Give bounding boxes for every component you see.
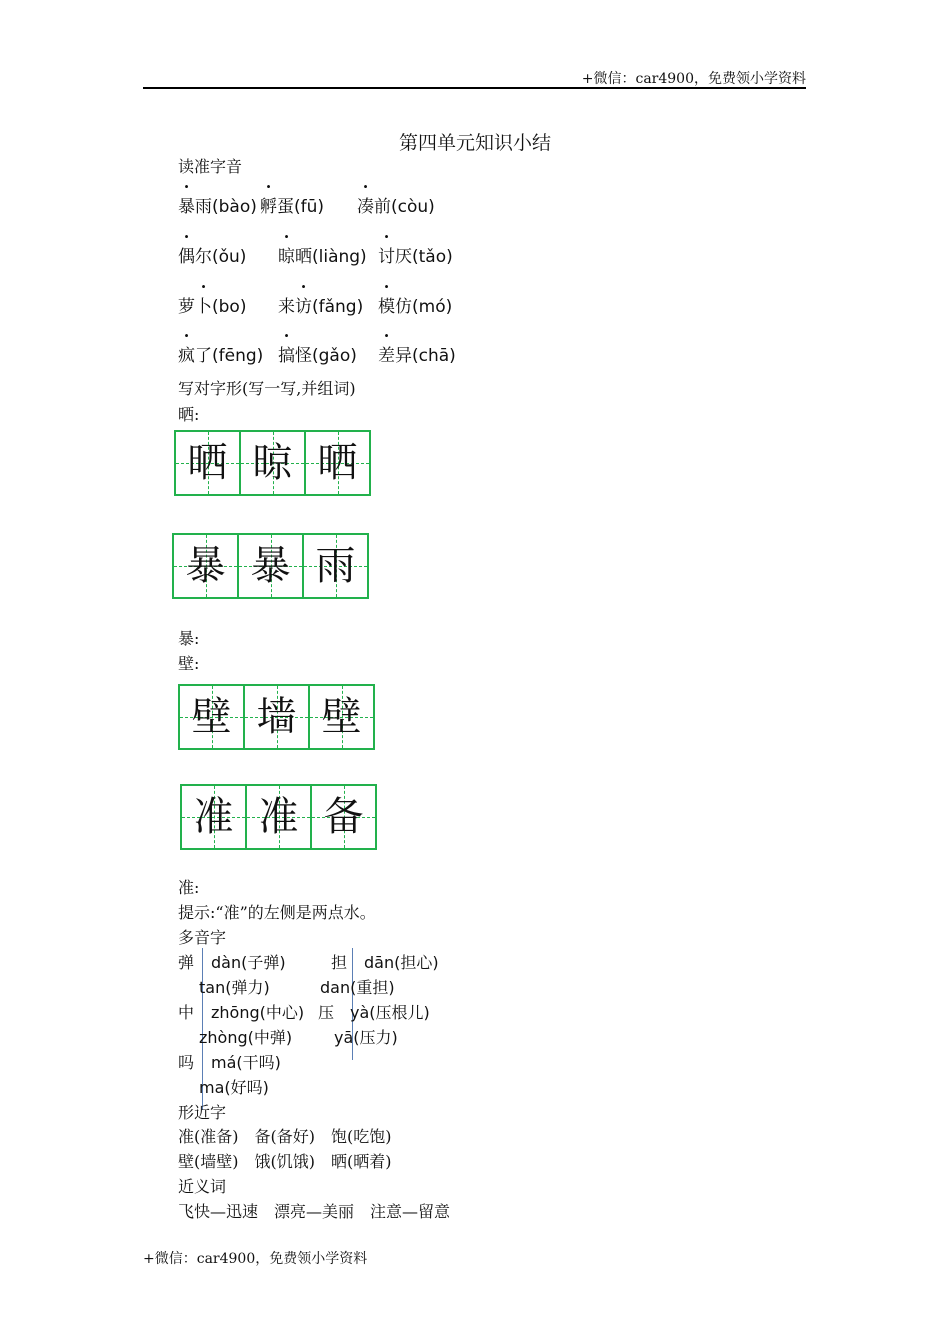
similar-row: 壁(墙壁) 饿(饥饿) 晒(晒着) bbox=[178, 1152, 392, 1171]
grid-char: 晒 bbox=[317, 440, 358, 486]
read-item-dotted-char: 偶 bbox=[178, 247, 195, 267]
read-item-prefix: 来 bbox=[278, 297, 295, 317]
poly-reading: má(干吗) bbox=[211, 1053, 281, 1072]
read-item bbox=[278, 292, 363, 317]
read-item bbox=[178, 192, 257, 217]
grid-char: 暴 bbox=[185, 543, 226, 589]
read-heading: 读准字音 bbox=[178, 157, 243, 176]
read-item-rest: (bo) bbox=[212, 297, 247, 317]
read-item bbox=[260, 192, 324, 217]
grid-cell bbox=[312, 786, 375, 848]
write-heading: 写对字形(写一写,并组词) bbox=[178, 379, 356, 398]
grid-char: 晒 bbox=[187, 440, 228, 486]
read-item-rest: (fǎng) bbox=[312, 297, 364, 317]
read-item bbox=[378, 242, 453, 267]
read-item-rest: 怪(gǎo) bbox=[295, 346, 357, 366]
similar-heading: 形近字 bbox=[178, 1103, 227, 1122]
page-title: 第四单元知识小结 bbox=[398, 132, 551, 154]
read-item-dotted-char: 搞 bbox=[278, 346, 295, 366]
read-item bbox=[278, 242, 367, 267]
read-item-prefix: 萝 bbox=[178, 297, 195, 317]
grid-char: 准 bbox=[193, 794, 234, 840]
label-bao: 暴: bbox=[178, 629, 200, 648]
grid-cell bbox=[306, 432, 369, 494]
grid-cell bbox=[304, 535, 367, 597]
read-item-rest: 了(fēng) bbox=[195, 346, 264, 366]
label-bi: 壁: bbox=[178, 654, 200, 673]
similar-row: 准(准备) 备(备好) 饱(吃饱) bbox=[178, 1127, 392, 1146]
grid-cell bbox=[239, 535, 304, 597]
read-item-dotted-char: 凑 bbox=[357, 197, 374, 217]
poly-reading: tan(弹力) bbox=[199, 978, 270, 997]
grid-cell bbox=[176, 432, 241, 494]
grid-char: 备 bbox=[323, 794, 364, 840]
read-item-rest: 厌(tǎo) bbox=[395, 247, 453, 267]
read-item-rest: 尔(ǒu) bbox=[195, 247, 247, 267]
read-item-rest: 晒(liàng) bbox=[295, 247, 367, 267]
read-item bbox=[178, 292, 246, 317]
grid-char: 准 bbox=[258, 794, 299, 840]
poly-heading: 多音字 bbox=[178, 928, 227, 947]
header-watermark: +微信：car4900，免费领小学资料 bbox=[581, 71, 806, 87]
poly-char-dan: 弹 bbox=[178, 953, 195, 972]
grid-cell bbox=[180, 686, 245, 748]
poly-reading: zhōng(中心) bbox=[211, 1003, 305, 1022]
label-shai: 晒: bbox=[178, 405, 200, 424]
read-item bbox=[178, 242, 246, 267]
read-item-dotted-char: 差 bbox=[378, 346, 395, 366]
synonym-row: 飞快—迅速 漂亮—美丽 注意—留意 bbox=[178, 1202, 451, 1221]
char-grid-3 bbox=[178, 684, 375, 750]
char-grid-1 bbox=[174, 430, 371, 496]
read-item-dotted-char: 模 bbox=[378, 297, 395, 317]
grid-cell bbox=[247, 786, 312, 848]
grid-char: 雨 bbox=[315, 543, 356, 589]
read-item bbox=[278, 341, 357, 366]
read-item bbox=[357, 192, 435, 217]
read-item-rest: 雨(bào) bbox=[195, 197, 257, 217]
poly-reading: yā(压力) bbox=[334, 1028, 398, 1047]
grid-cell bbox=[174, 535, 239, 597]
poly-char-ya: 压 bbox=[318, 1003, 335, 1022]
grid-char: 晾 bbox=[252, 440, 293, 486]
read-item bbox=[378, 292, 452, 317]
read-item-rest: 蛋(fū) bbox=[277, 197, 325, 217]
poly-reading: dān(担心) bbox=[364, 953, 439, 972]
read-item bbox=[378, 341, 456, 366]
poly-char-ma: 吗 bbox=[178, 1053, 195, 1072]
poly-reading: ma(好吗) bbox=[199, 1078, 269, 1097]
synonym-heading: 近义词 bbox=[178, 1177, 227, 1196]
read-item-dotted-char: 访 bbox=[295, 297, 312, 317]
grid-cell bbox=[182, 786, 247, 848]
char-grid-4 bbox=[180, 784, 377, 850]
poly-reading: yà(压根儿) bbox=[350, 1003, 430, 1022]
grid-cell bbox=[310, 686, 373, 748]
read-item-dotted-char: 暴 bbox=[178, 197, 195, 217]
grid-cell bbox=[241, 432, 306, 494]
read-item-rest: 仿(mó) bbox=[395, 297, 453, 317]
read-item-dotted-char: 讨 bbox=[378, 247, 395, 267]
poly-reading: dàn(子弹) bbox=[211, 953, 286, 972]
tip-text: 提示:“准”的左侧是两点水。 bbox=[178, 903, 376, 922]
char-grid-2 bbox=[172, 533, 369, 599]
read-item-dotted-char: 卜 bbox=[195, 297, 212, 317]
read-item bbox=[178, 341, 263, 366]
grid-char: 壁 bbox=[191, 694, 232, 740]
grid-char: 墙 bbox=[256, 694, 297, 740]
poly-reading: zhòng(中弹) bbox=[199, 1028, 293, 1047]
poly-reading: dan(重担) bbox=[320, 978, 395, 997]
poly-char-zhong: 中 bbox=[178, 1003, 195, 1022]
footer-watermark: +微信：car4900，免费领小学资料 bbox=[143, 1251, 368, 1267]
grid-char: 暴 bbox=[250, 543, 291, 589]
grid-cell bbox=[245, 686, 310, 748]
read-item-rest: 异(chā) bbox=[395, 346, 456, 366]
read-item-dotted-char: 疯 bbox=[178, 346, 195, 366]
label-zhun: 准: bbox=[178, 878, 200, 897]
read-item-dotted-char: 孵 bbox=[260, 197, 277, 217]
poly-char-dan2: 担 bbox=[331, 953, 348, 972]
read-item-dotted-char: 晾 bbox=[278, 247, 295, 267]
header-rule bbox=[143, 87, 806, 89]
grid-char: 壁 bbox=[321, 694, 362, 740]
read-item-rest: 前(còu) bbox=[374, 197, 435, 217]
